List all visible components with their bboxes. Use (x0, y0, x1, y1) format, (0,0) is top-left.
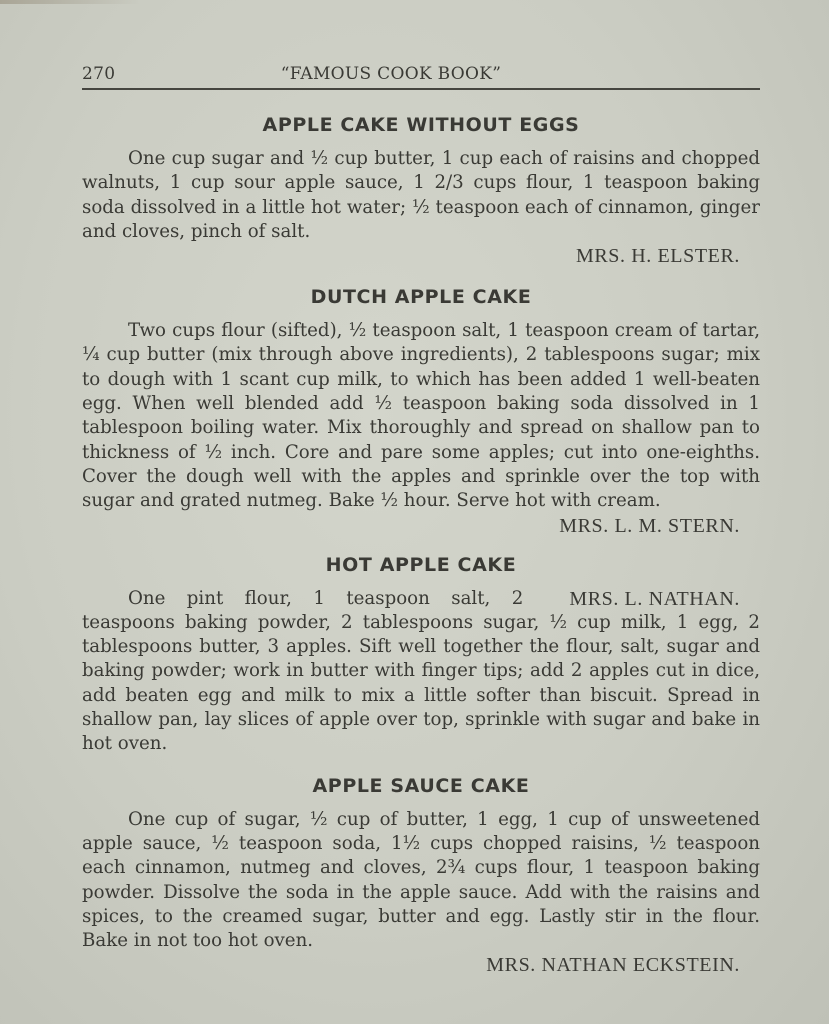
recipe-body (82, 587, 760, 757)
recipe-apple-sauce-cake (82, 773, 760, 978)
recipe-body: One cup of sugar, ½ cup of butter, 1 egg, 1 cup of unsweetened apple sauce, ½ teaspoon soda, 1½ cups chopped raisins, ½ teaspoon each cinnamon, nutmeg and cloves, 2¾ cups flour, 1 teaspoon baking powder. Dissolve the soda in the apple sauce. Add with the raisins and spices, to the creamed sugar, butter and egg. Lastly stir in the flour. Bake in not too hot oven. (82, 808, 760, 952)
recipe-hot-apple-cake (82, 552, 760, 757)
recipe-title: HOT APPLE CAKE (325, 553, 517, 576)
recipe-attribution: MRS. L. NATHAN. (569, 587, 740, 610)
recipe-body: Two cups flour (sifted), ½ teaspoon salt, 1 teaspoon cream of tartar, ¼ cup butter (mix through above ingredients), 2 tablespoons sugar; mix to dough with 1 scant cup milk, to which has been added 1 well-beaten egg. When well blended add ½ teaspoon baking soda dissolved in 1 tablespoon boiling water. Mix thoroughly and spread on shallow pan to thickness of ½ inch. Core and pare some apples; cut into one-eighths. Cover the dough well with the apples and sprinkle over the top with sugar and grated nutmeg. Bake ½ hour. Serve hot with cream. (82, 320, 760, 512)
running-head (82, 58, 760, 84)
recipe-title: APPLE SAUCE CAKE (312, 774, 530, 797)
page-number: 270 (82, 64, 116, 84)
recipe-attribution: MRS. NATHAN ECKSTEIN. (486, 954, 740, 977)
recipe-text: One pint flour, 1 teaspoon salt, 2 teaspoons baking powder, 2 tablespoons sugar, ½ cup milk, 1 egg, 2 tablespoons butter, 3 apples. Sift well together the flour, salt, sugar and baking powder; work in butter with finger tips; add 2 apples cut in dice, add beaten egg and milk to mix a little softer than biscuit. Spread in shallow pan, lay slices of apple over top, sprinkle with sugar and bake in hot oven. (82, 587, 760, 755)
header-rule (82, 88, 760, 90)
recipe-attribution: MRS. H. ELSTER. (575, 245, 740, 268)
recipe-dutch-apple-cake (82, 284, 760, 537)
running-title: “FAMOUS COOK BOOK” (280, 64, 502, 84)
book-page (82, 58, 760, 977)
recipe-attribution: MRS. L. M. STERN. (559, 514, 740, 537)
recipe-apple-cake-without-eggs (82, 112, 760, 268)
page-edge-shadow (0, 0, 140, 4)
recipe-title: DUTCH APPLE CAKE (310, 286, 532, 309)
recipe-title: APPLE CAKE WITHOUT EGGS (262, 114, 580, 136)
recipe-body: One cup sugar and ½ cup butter, 1 cup each of raisins and chopped walnuts, 1 cup sour apple sauce, 1 2/3 cups flour, 1 teaspoon baking soda dissolved in a little hot water; ½ teaspoon each of cinnamon, ginger and cloves, pinch of salt. (82, 148, 760, 242)
